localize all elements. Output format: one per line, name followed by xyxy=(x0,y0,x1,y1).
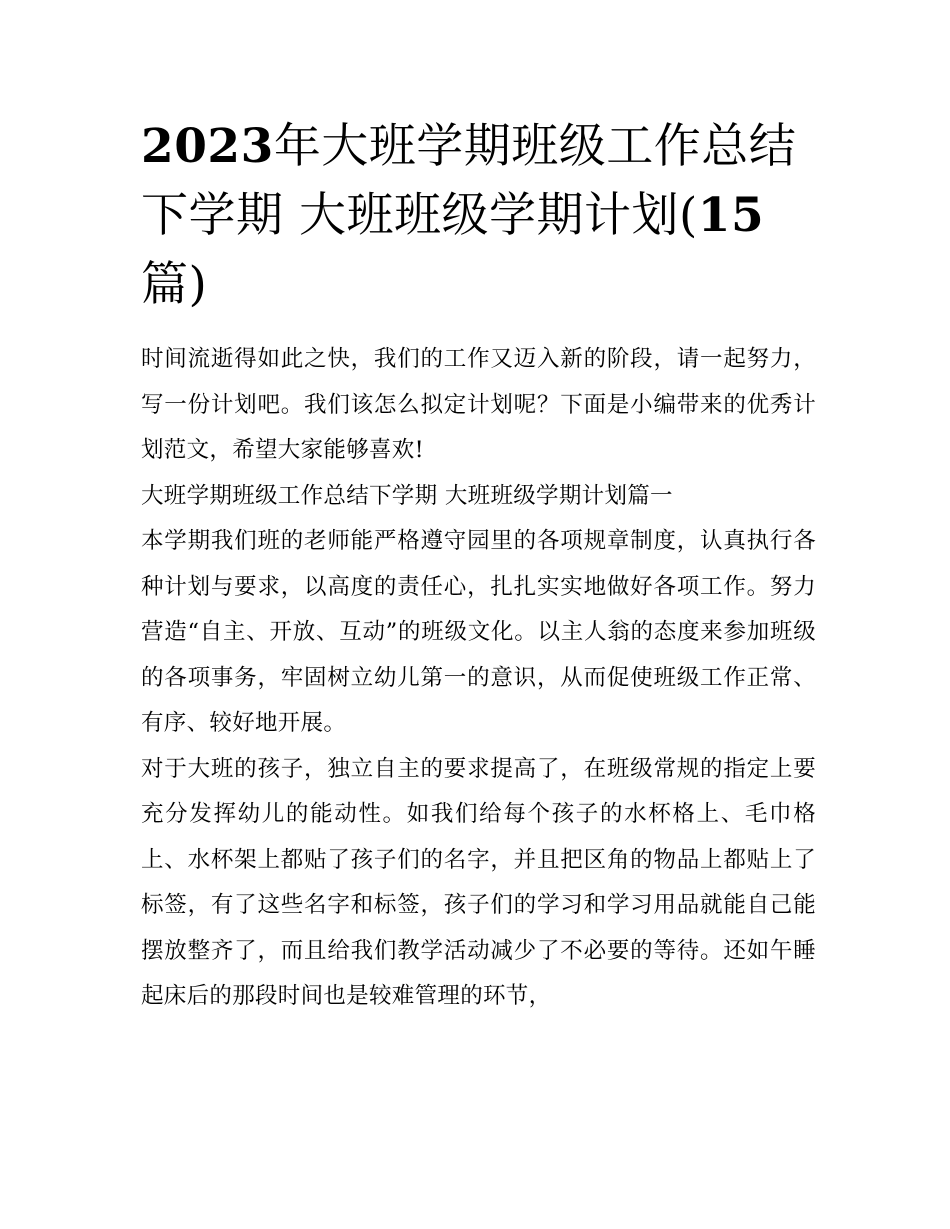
body-paragraph-1: 本学期我们班的老师能严格遵守园里的各项规章制度，认真执行各种计划与要求，以高度的责任心，扎扎实实地做好各项工作。努力营造“自主、开放、互动”的班级文化。以主人翁的态度来参加班级的各项事务，牢固树立幼儿第一的意识，从而促使班级工作正常、有序、较好地开展。 xyxy=(141,528,816,736)
intro-paragraph: 时间流逝得如此之快，我们的工作又迈入新的阶段，请一起努力，写一份计划吧。我们该怎么拟定计划呢？下面是小编带来的优秀计划范文，希望大家能够喜欢! xyxy=(141,346,816,463)
document-page xyxy=(141,112,816,1020)
title-suffix: 篇) xyxy=(141,257,208,312)
title-main: 年大班学期班级工作总结下学期 大班班级学期计划( xyxy=(141,119,797,243)
body-paragraph-2: 对于大班的孩子，独立自主的要求提高了，在班级常规的指定上要充分发挥幼儿的能动性。如我们给每个孩子的水杯格上、毛巾格上、水杯架上都贴了孩子们的名字，并且把区角的物品上都贴上了标签，有了这些名字和标签，孩子们的学习和学习用品就能自己能摆放整齐了，而且给我们教学活动减少了不必要的等待。还如午睡起床后的那段时间也是较难管理的环节， xyxy=(141,755,816,1009)
title-year: 2023 xyxy=(141,119,274,174)
section-heading: 大班学期班级工作总结下学期 大班班级学期计划篇一 xyxy=(141,482,673,509)
document-body xyxy=(141,337,816,1020)
document-title xyxy=(141,112,816,319)
title-count: 15 xyxy=(697,188,765,243)
